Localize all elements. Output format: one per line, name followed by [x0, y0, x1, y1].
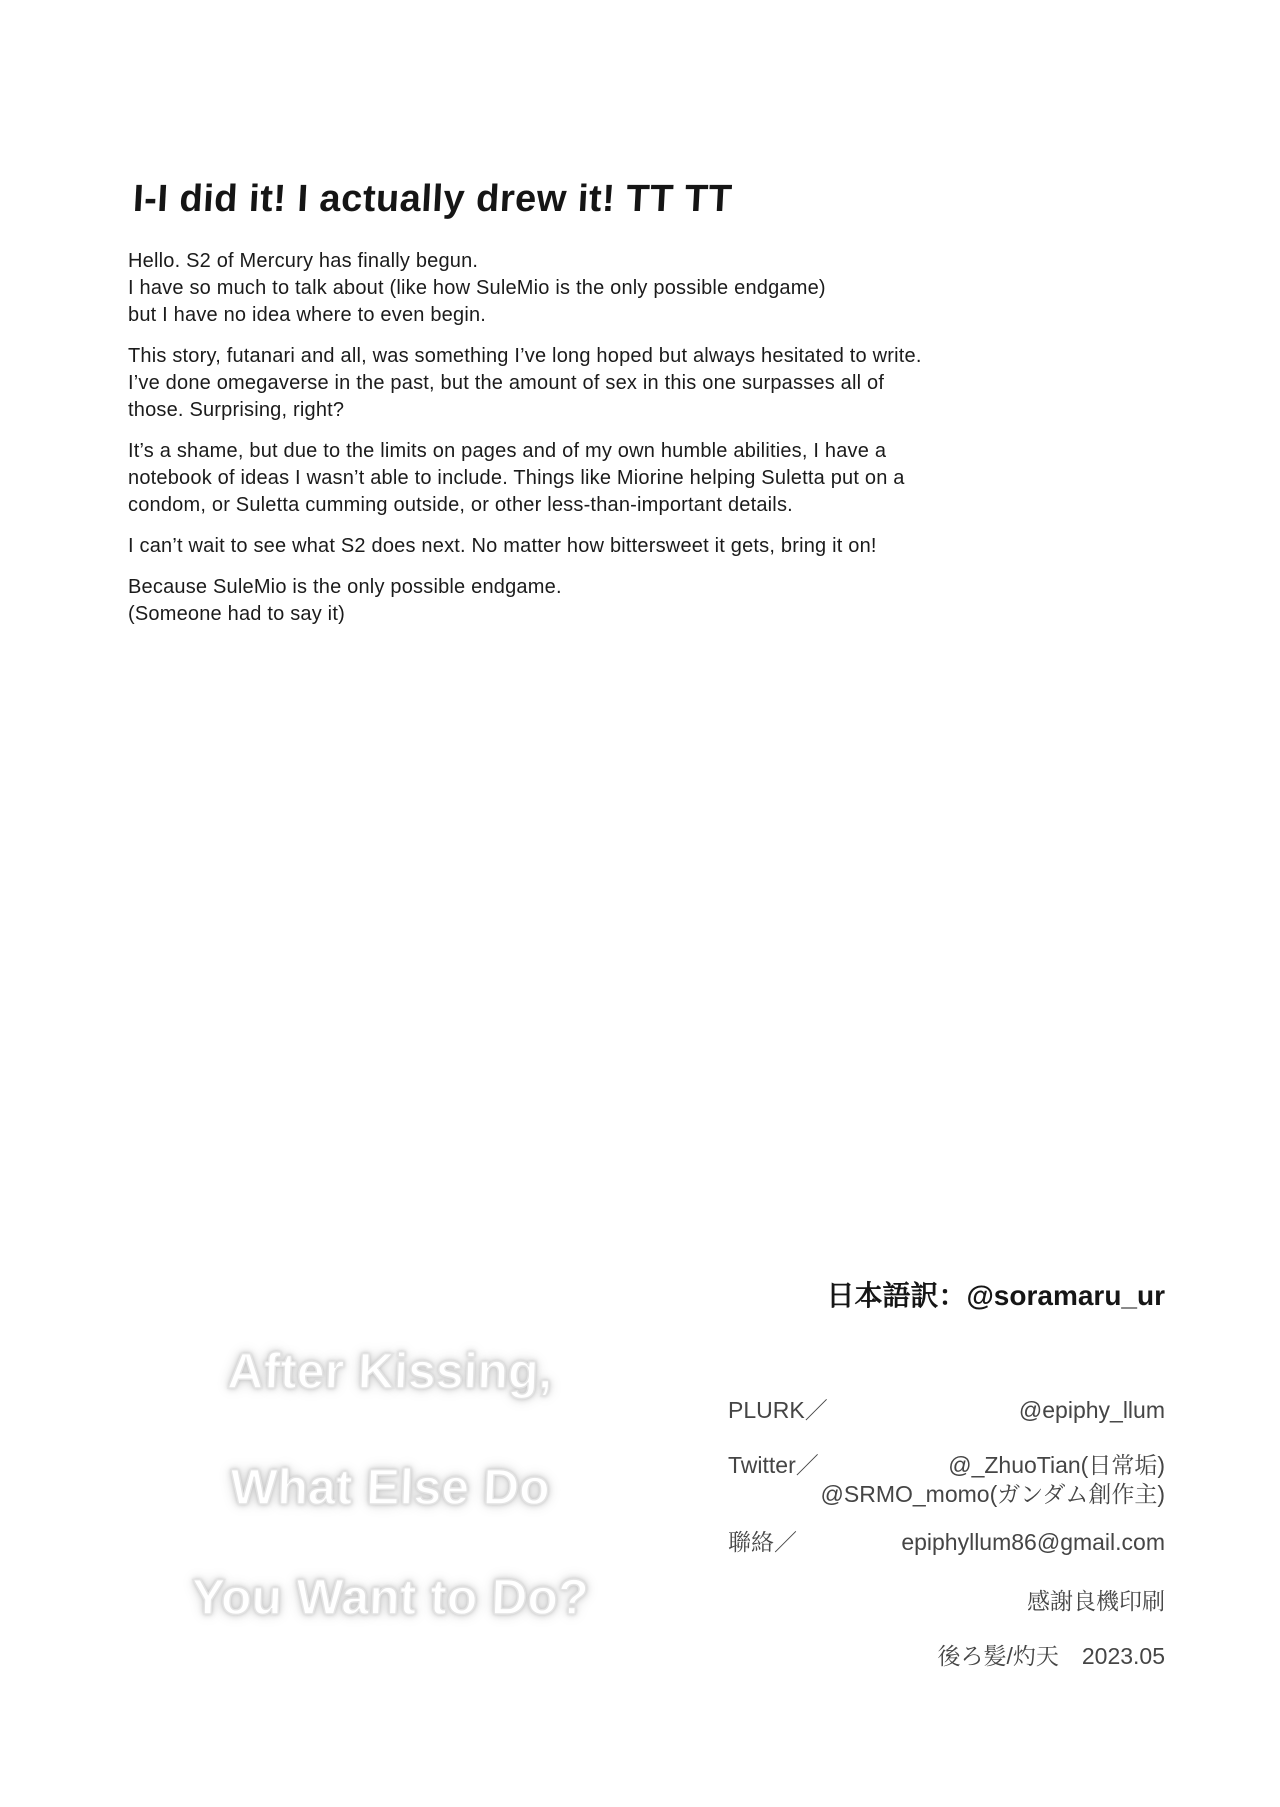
- text-line: Hello. S2 of Mercury has finally begun.: [128, 250, 479, 272]
- paragraph-closing: [128, 574, 988, 628]
- credit-row-twitter: [728, 1451, 1165, 1509]
- afterword-title: I-I did it! I actually drew it! TT TT: [132, 178, 734, 220]
- credit-handle: @SRMO_momo(ガンダム創作主): [820, 1481, 1165, 1507]
- text-line: notebook of ideas I wasn’t able to include. Things like Miorine helping Suletta put on a: [128, 467, 905, 489]
- credit-row-plurk: [728, 1396, 1165, 1425]
- credit-handle: @epiphy_llum: [1018, 1397, 1165, 1423]
- text-line: Because SuleMio is the only possible endgame.: [128, 576, 562, 598]
- text-line: those. Surprising, right?: [128, 399, 345, 421]
- text-line: I have so much to talk about (like how SuleMio is the only possible endgame): [128, 277, 826, 299]
- text-line: It’s a shame, but due to the limits on pages and of my own humble abilities, I have a: [128, 440, 887, 462]
- watermark-title-line: You Want to Do?: [190, 1569, 590, 1625]
- watermark-title-line: After Kissing,: [226, 1343, 554, 1399]
- credit-handle: @_ZhuoTian(日常垢): [948, 1452, 1165, 1478]
- credit-label: 聯絡／: [728, 1529, 797, 1555]
- credit-email: epiphyllum86@gmail.com: [901, 1529, 1165, 1555]
- paragraph-greeting: [128, 248, 988, 329]
- circle-and-date: 後ろ髪/灼天 2023.05: [937, 1643, 1165, 1669]
- text-line: (Someone had to say it): [128, 603, 345, 625]
- translation-credit: 日本語訳：@soramaru_ur: [826, 1280, 1165, 1311]
- credit-label: Twitter／: [728, 1452, 819, 1478]
- text-line: I’ve done omegaverse in the past, but the amount of sex in this one surpasses all of: [128, 372, 885, 394]
- printer-credit: 感謝良機印刷: [1027, 1588, 1165, 1614]
- credit-values: [821, 1451, 1165, 1509]
- text-line: condom, or Suletta cumming outside, or other less-than-important details.: [128, 494, 793, 516]
- text-line: I can’t wait to see what S2 does next. No matter how bittersweet it gets, bring it on!: [128, 535, 877, 557]
- text-line: This story, futanari and all, was something I’ve long hoped but always hesitated to write.: [128, 345, 922, 367]
- paragraph-anticipation: [128, 533, 988, 560]
- credit-row-contact: [728, 1528, 1165, 1557]
- credit-values: [1019, 1396, 1165, 1425]
- paragraph-regrets: [128, 438, 988, 519]
- watermark-title-line: What Else Do: [229, 1459, 551, 1515]
- paragraph-story: [128, 343, 988, 424]
- credit-label: PLURK／: [728, 1397, 828, 1423]
- afterword-body: [128, 248, 988, 642]
- credit-values: [901, 1528, 1165, 1557]
- text-line: but I have no idea where to even begin.: [128, 304, 487, 326]
